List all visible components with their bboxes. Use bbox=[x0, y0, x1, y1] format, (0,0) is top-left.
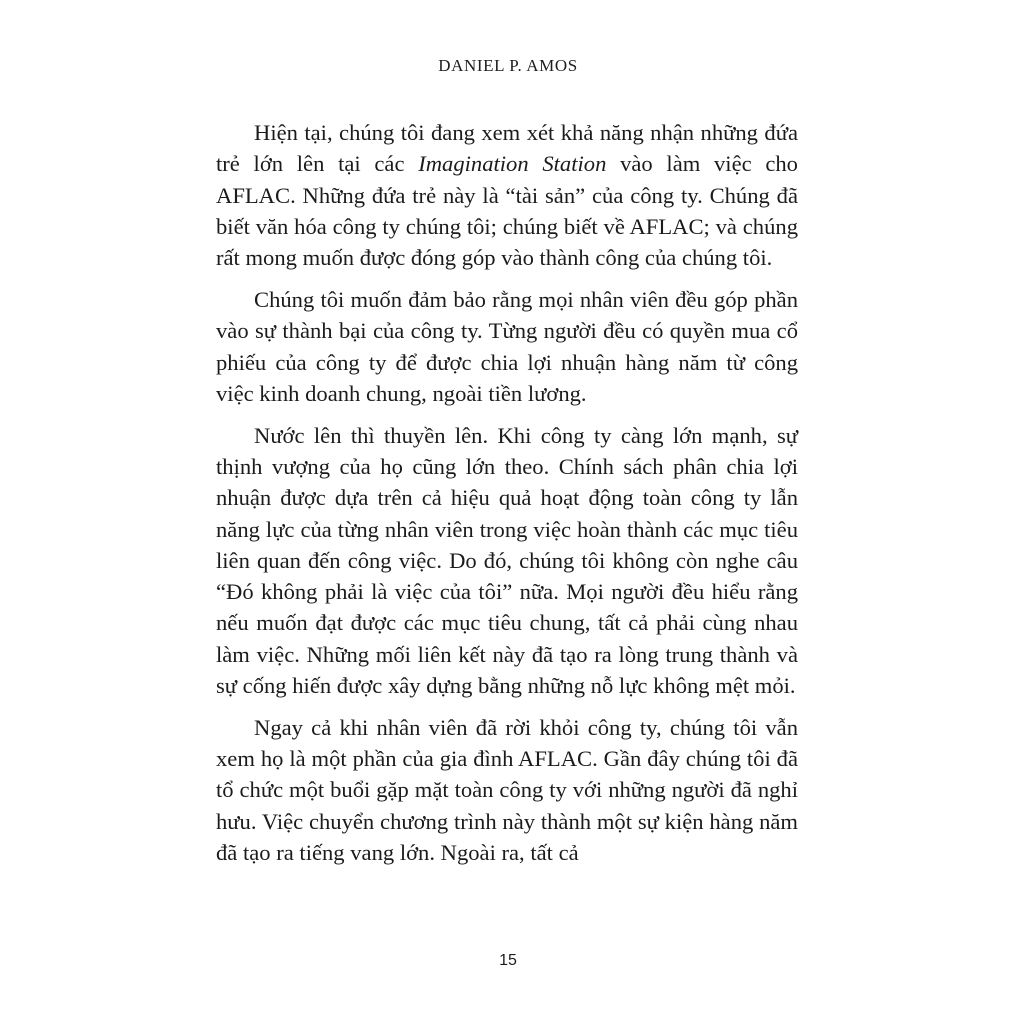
paragraph-1-italic-term: Imagination Station bbox=[418, 151, 607, 177]
paragraph-3: Nước lên thì thuyền lên. Khi công ty càng lớn mạnh, sự thịnh vượng của họ cũng lớn theo. Chính sách phân chia lợi nhuận được dựa trên cả hiệu quả hoạt động toàn công ty lẫn năng lực của từng nhân viên trong việc hoàn thành các mục tiêu liên quan đến công việc. Do đó, chúng tôi không còn nghe câu “Đó không phải là việc của tôi” nữa. Mọi người đều hiểu rằng nếu muốn đạt được các mục tiêu chung, tất cả phải cùng nhau làm việc. Những mối liên kết này đã tạo ra lòng trung thành và sự cống hiến được xây dựng bằng những nỗ lực không mệt mỏi. bbox=[216, 422, 798, 699]
body-text bbox=[216, 117, 798, 868]
paragraph-1 bbox=[216, 117, 798, 273]
paragraph-2: Chúng tôi muốn đảm bảo rằng mọi nhân viên đều góp phần vào sự thành bại của công ty. Từng người đều có quyền mua cổ phiếu của công ty để được chia lợi nhuận hàng năm từ công việc kinh doanh chung, ngoài tiền lương. bbox=[216, 286, 798, 406]
paragraph-1-rest: vào làm việc cho AFLAC. Những đứa trẻ này là “tài sản” của công ty. Chúng đã biết văn hóa công ty chúng tôi; chúng biết về AFLAC; và chúng rất mong muốn được đóng góp vào thành công của chúng tôi. bbox=[216, 151, 798, 271]
paragraph-4: Ngay cả khi nhân viên đã rời khỏi công ty, chúng tôi vẫn xem họ là một phần của gia đình AFLAC. Gần đây chúng tôi đã tổ chức một buổi gặp mặt toàn công ty với những người đã nghỉ hưu. Việc chuyển chương trình này thành một sự kiện hàng năm đã tạo ra tiếng vang lớn. Ngoài ra, tất cả bbox=[216, 714, 798, 866]
page-number: 15 bbox=[499, 952, 517, 969]
running-head-author: DANIEL P. AMOS bbox=[438, 56, 578, 75]
paragraph-1-lead: Hiện tại, chúng tôi đang xem xét khả năng nhận những đứa trẻ lớn lên tại các bbox=[216, 120, 798, 177]
